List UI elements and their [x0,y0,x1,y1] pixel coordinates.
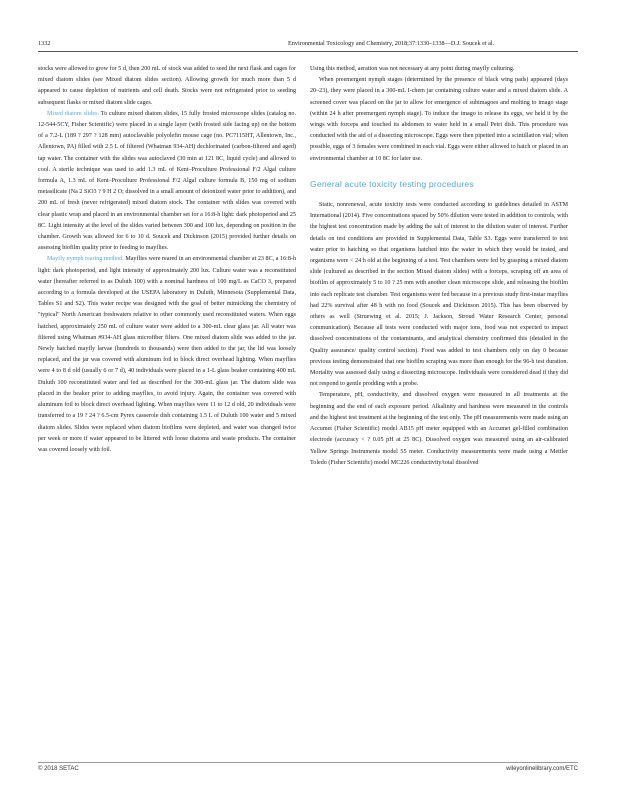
right-column [310,64,568,469]
section-heading: General acute toxicity testing procedures [310,178,474,189]
header-rule [38,51,578,52]
paragraph-text: Mayflies were reared in an environmental chamber at 23 8C, a 16:8-h light: dark photoperiod, and light intensity of approximately 200 lux. Culture water was a reconstituted water (hereafter referred to as Duluth 100) with a nominal hardness of 100 mg/L as CaCO 3, prepared according to a formula developed at the USEPA laboratory in Duluth, Minnesota (Supplemental Data, Tables S1 and S2). This water recipe was designed with the goal of better mimicking the chemistry of "typical" North American freshwaters relative to other commonly used reconstituted waters. When eggs hatched, approximately 250 mL of culture water were added to a 300-mL clear glass jar. All water was filtered using Whatman #934-AH glass microfiber filters. One mixed diatom slide was added to the jar. Newly hatched mayfly larvae (hundreds to thousands) were then added to the jar, the lid was loosely replaced, and the jar was covered with aluminum foil to block direct overhead lighting. When mayflies were 4 to 8 d old (usually 6 or 7 d), 40 individuals were placed in a 1-L glass beaker containing 400 mL Duluth 100 reconstituted water and fed as described for the 300-mL glass jar. The diatom slide was placed in the beaker prior to adding mayflies, to avoid injury. Again, the container was covered with aluminum foil to block direct overhead lighting. When mayflies were 11 to 12 d old, 20 individuals were transferred to a 19 ? 24 ? 6.5-cm Pyrex casserole dish containing 1.5 L of Duluth 100 water and 5 mixed diatom slides. Slides were replaced when diatom biofilms were depleted, and water was changed twice per week or more if water appeared to be littered with loose diatoms and waste products. The container was covered loosely with foil. [38,256,296,453]
copyright: © 2018 SETAC [38,766,79,772]
run-in-heading: Mixed diatom slides. [47,110,99,117]
paragraph: Temperature, pH, conductivity, and dissolved oxygen were measured in all treatments at the beginning and the end of each exposure period. Alkalinity and hardness were measured in the controls and the highest test treatment at the beginning of the test only. The pH measurements were made using an Accumet (Fisher Scientific) model AB15 pH meter equipped with an Accumet gel-filled combination electrode (accuracy < ? 0.05 pH at 25 8C). Dissolved oxygen was measured using an air-calibrated Yellow Springs Instruments model 55 meter. Conductivity measurements were made using a Mettler Toledo (Fisher Scientific) model MC226 conductivity/total dissolved [310,392,568,466]
footer-rule [38,762,578,763]
paragraph: Using this method, aeration was not necessary at any point during mayfly culturing. [310,66,515,72]
journal-url[interactable]: wileyonlinelibrary.com/ETC [506,766,578,772]
paragraph: Static, nonrenewal, acute toxicity tests were conducted according to guidelines detailed in ASTM International (2014). Five concentrations spaced by 50% dilution were tested in addition to controls, with the highest test concentration made by adding the salt of interest to the dilution water of interest. Further details on test conditions are provided in Supplemental Data, Table S3. Eggs were transferred to test water prior to hatching so that organisms hatched into the water in which they would be tested, and organisms were < 24 h old at the beginning of a test. Test chambers were fed by grasping a mixed diatom slide (cultured as described in the section Mixed diatom slides) with a forceps, scraping off an area of biofilm of approximately 5 to 10 ? 25 mm with another clean microscope slide, and releasing the biofilm into each replicate test chamber. Test organisms were fed because in a previous study first-instar mayflies had 22% survival after 48 h with no food (Soucek and Dickinson 2015). This has been observed by others as well (Struewing et al. 2015; J. Jackson, Stroud Water Research Center, personal communication). Because all tests were conducted with major ions, food was not expected to impact dissolved concentrations of the contaminants, and analytical chemistry confirmed this (detailed in the Quality assurance/ quality control section). Food was added to test chambers only on day 0 because previous testing demonstrated that one biofilm scraping was more than enough for the 96-h test duration. Mortality was assessed daily using a dissecting microscope. Individuals were considered dead if they did not respond to gentle prodding with a probe. [310,202,568,388]
paragraph [38,109,296,255]
paragraph [38,254,296,456]
page-footer [38,766,578,778]
journal-citation: Environmental Toxicology and Chemistry, 2018;37:1330–1338—D.J. Soucek et al. [288,39,495,47]
paragraph: stocks were allowed to grow for 5 d, then 200 mL of stock was added to seed the next flask and cages for mixed diatom slides (see Mixed diatom slides section). Allowing growth for much more than 5 d appeared to cause depletion of nutrients and cell death. Stocks were not refrigerated prior to seeding subsequent flasks or mixed diatom slide cages. [38,66,296,106]
left-column [38,64,296,456]
page-number: 1332 [38,39,51,47]
run-in-heading: Mayfly nymph rearing method. [47,256,124,263]
paragraph: When preemergent nymph stages (determined by the presence of black wing pads) appeared (days 20–23), they were placed in a 300-mL I-chem jar containing culture water and a mixed diatom slide. A screened cover was placed on the jar to allow for emergence of subimagoes and molting to imago stage (within 24 h after preemergent nymph stage). To induce the imago to release its eggs, we held it by the wings with forceps and touched its abdomen to water held in a small Petri dish. This procedure was conducted with the aid of a dissecting microscope. Eggs were then pipetted into a scintillation vial; when possible, eggs of 3 females were combined in each vial. Eggs were either allowed to hatch or placed in an environmental chamber at 10 8C for later use. [310,77,568,162]
paragraph-text: To culture mixed diatom slides, 15 fully frosted microscope slides (catalog no. 12-544-5CY, Fisher Scientific) were placed in a single layer (with frosted side facing up) on the bottom of a 7.2-L (189 ? 297 ? 128 mm) autoclavable polyolefin mouse cage (no. PC7115HT, Allentown, Inc., Allentown, PA) filled with 2.5 L of filtered (Whatman 934-AH) dechlorinated (carbon-filtered and aged) tap water. The container with the slides was autoclaved (30 min at 121 8C, liquid cycle) and allowed to cool. A sterile technique was used to add 1.3 mL of Kent–Proculture Professional F/2 Algal culture formula A, 1.3 mL of Kent–Proculture Professional F/2 Algal culture formula B, 150 mg of sodium metasilicate (Na 2 SiO3 ? 9 H 2 O; dissolved in a small amount of deionized water prior to addition), and 200 mL of fresh (never refrigerated) mixed diatom stock. The container with slides was covered with clear plastic wrap and placed in an environmental chamber set for a 16:8-h light: dark photoperiod and 25 8C. Light intensity at the level of the slides varied between 300 and 100 lux, depending on position in the chamber. Growth was allowed for 6 to 10 d. Soucek and Dickinson (2015) provided further details on assessing biofilm quality prior to feeding to mayflies. [38,110,296,252]
running-header [38,36,578,50]
